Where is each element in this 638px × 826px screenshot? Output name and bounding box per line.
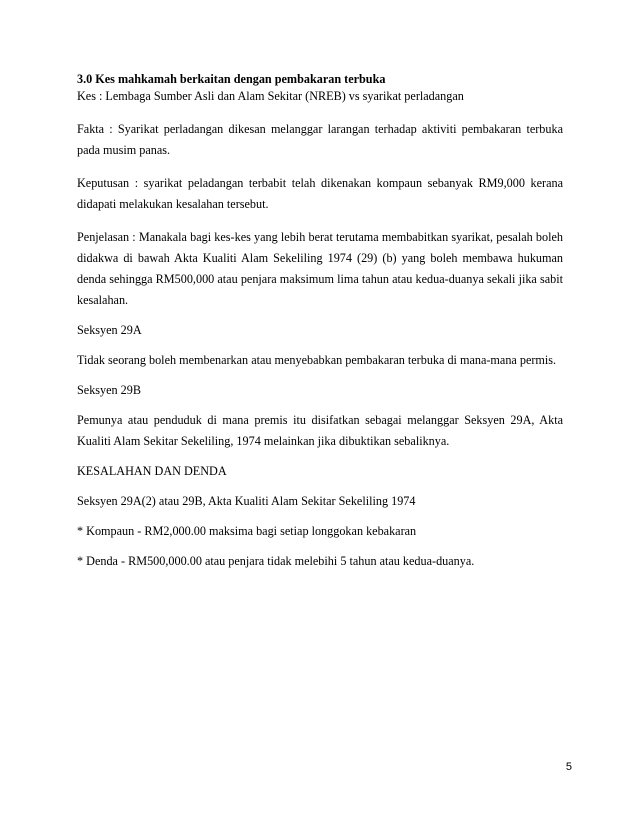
spacer xyxy=(77,371,563,380)
spacer xyxy=(77,452,563,461)
seksyen-29b-title: Seksyen 29B xyxy=(77,383,141,397)
denda-item: * Denda - RM500,000.00 atau penjara tidak melebihi 5 tahun atau kedua-duanya. xyxy=(77,554,475,568)
spacer xyxy=(77,401,563,410)
seksyen-29a-title: Seksyen 29A xyxy=(77,323,142,337)
spacer xyxy=(77,542,563,551)
kesalahan-title: KESALAHAN DAN DENDA xyxy=(77,464,227,478)
spacer xyxy=(77,105,563,119)
fakta-paragraph: Fakta : Syarikat perladangan dikesan melanggar larangan terhadap aktiviti pembakaran terbuka pada musim panas. xyxy=(77,122,563,157)
seksyen-29a-text: Tidak seorang boleh membenarkan atau menyebabkan pembakaran terbuka di mana-mana permis. xyxy=(77,353,557,367)
seksyen-reference: Seksyen 29A(2) atau 29B, Akta Kualiti Alam Sekitar Sekeliling 1974 xyxy=(77,494,416,508)
spacer xyxy=(77,341,563,350)
spacer xyxy=(77,512,563,521)
document-body xyxy=(77,71,563,572)
penjelasan-paragraph: Penjelasan : Manakala bagi kes-kes yang lebih berat terutama membabitkan syarikat, pesalah boleh didakwa di bawah Akta Kualiti Alam Sekeliling 1974 (29) (b) yang boleh membawa hukuman denda sehingga RM500,000 atau penjara maksimum lima tahun atau kedua-duanya sekali jika sabit kesalahan. xyxy=(77,230,563,307)
section-heading: 3.0 Kes mahkamah berkaitan dengan pembakaran terbuka xyxy=(77,72,386,86)
spacer xyxy=(77,482,563,491)
kompaun-item: * Kompaun - RM2,000.00 maksima bagi setiap longgokan kebakaran xyxy=(77,524,417,538)
page-number: 5 xyxy=(565,761,572,773)
spacer xyxy=(77,311,563,320)
case-line: Kes : Lembaga Sumber Asli dan Alam Sekitar (NREB) vs syarikat perladangan xyxy=(77,89,464,103)
spacer xyxy=(77,161,563,173)
keputusan-paragraph: Keputusan : syarikat peladangan terbabit telah dikenakan kompaun sebanyak RM9,000 kerana didapati melakukan kesalahan tersebut. xyxy=(77,176,563,211)
seksyen-29b-text: Pemunya atau penduduk di mana premis itu disifatkan sebagai melanggar Seksyen 29A, Akta Kualiti Alam Sekitar Sekeliling, 1974 melainkan jika dibuktikan sebaliknya. xyxy=(77,413,563,448)
spacer xyxy=(77,215,563,227)
